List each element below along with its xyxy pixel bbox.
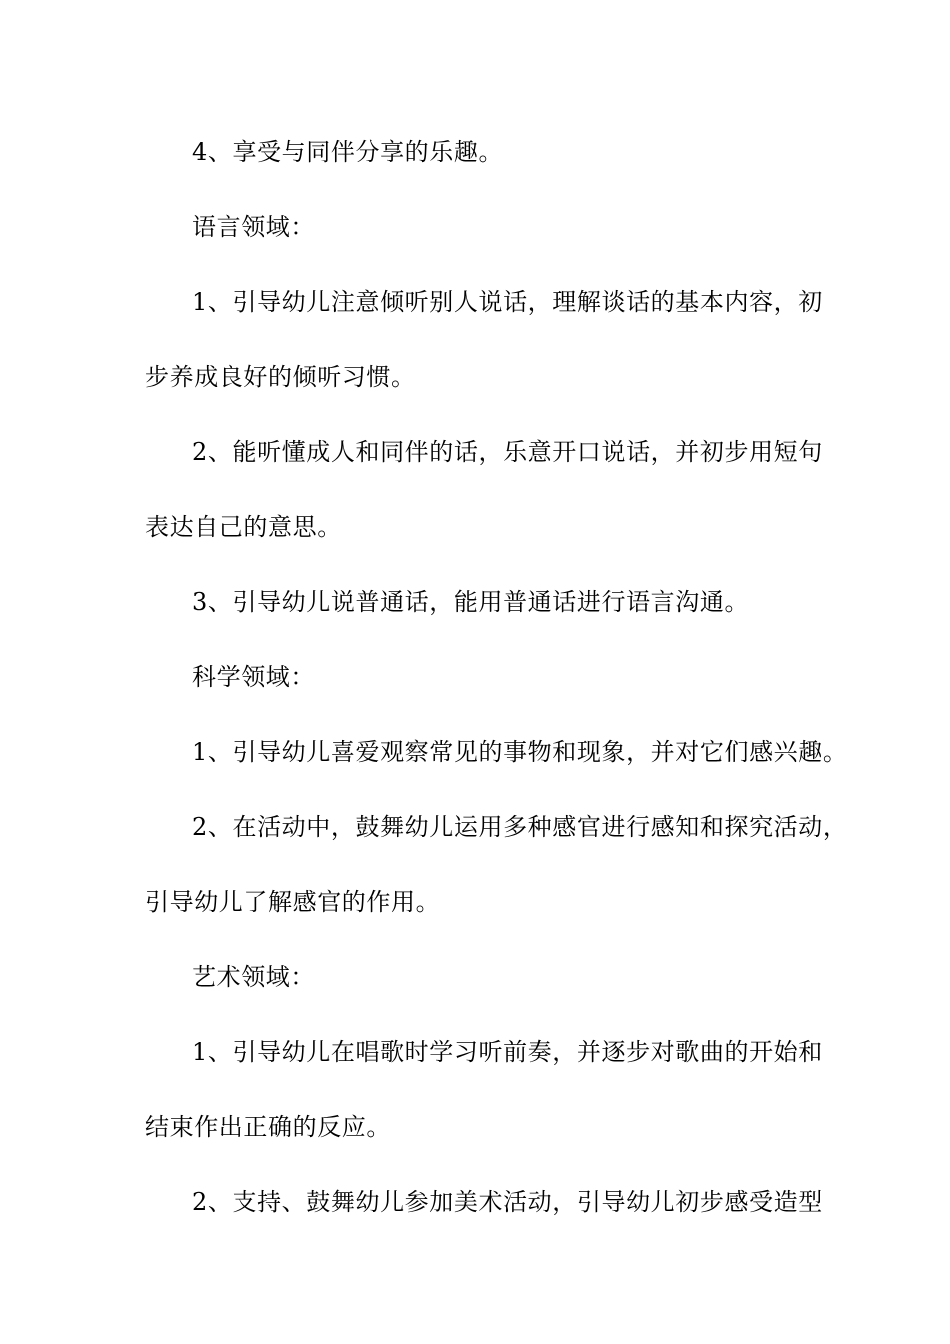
paragraph-line: 2、能听懂成人和同伴的话，乐意开口说话，并初步用短句 <box>192 438 823 466</box>
paragraph-line: 3、引导幼儿说普通话，能用普通话进行语言沟通。 <box>192 588 750 616</box>
section-heading-science: 科学领域： <box>192 663 315 691</box>
paragraph-line: 2、在活动中，鼓舞幼儿运用多种感官进行感知和探究活动， <box>192 813 848 841</box>
paragraph-line: 1、引导幼儿注意倾听别人说话，理解谈话的基本内容，初 <box>192 288 823 316</box>
paragraph-line: 步养成良好的倾听习惯。 <box>145 363 416 391</box>
list-item-language-4: 4、享受与同伴分享的乐趣。 <box>192 138 504 166</box>
paragraph-line: 1、引导幼儿喜爱观察常见的事物和现象，并对它们感兴趣。 <box>192 738 848 766</box>
paragraph-line: 1、引导幼儿在唱歌时学习听前奏，并逐步对歌曲的开始和 <box>192 1038 823 1066</box>
paragraph-line: 结束作出正确的反应。 <box>145 1113 391 1141</box>
section-heading-art: 艺术领域： <box>192 963 315 991</box>
paragraph-line: 2、支持、鼓舞幼儿参加美术活动，引导幼儿初步感受造型 <box>192 1188 823 1216</box>
section-heading-language: 语言领域： <box>192 213 315 241</box>
paragraph-line: 表达自己的意思。 <box>145 513 342 541</box>
paragraph-line: 引导幼儿了解感官的作用。 <box>145 888 441 916</box>
